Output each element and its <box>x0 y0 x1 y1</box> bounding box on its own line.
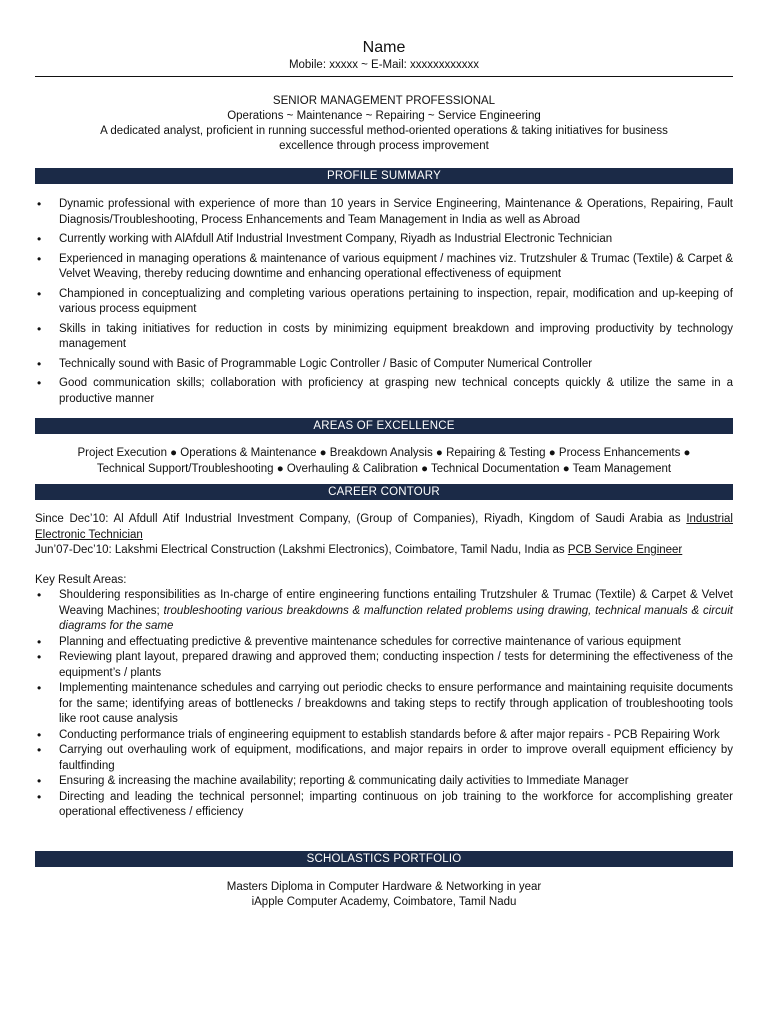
kra-1-italic: troubleshooting various breakdowns & malfunction related problems using drawing, technical manuals & circuit diagrams for the same <box>59 604 733 632</box>
list-item: • Dynamic professional with experience of more than 10 years in Service Engineering, Maintenance & Operations, Repairing, Fault Diagnosis/Troubleshooting, Process Enhancements and Team Management in India as well as Abroad <box>35 197 733 228</box>
list-item: • Currently working with AlAfdull Atif Industrial Investment Company, Riyadh as Industrial Electronic Technician <box>35 232 733 248</box>
list-item: • Implementing maintenance schedules and carrying out periodic checks to ensure performance and maintaining requisite documents for the same; identifying areas of bottlenecks / breakdowns and taking steps to rectify through application of troubleshooting tools like root cause analysis <box>35 681 733 728</box>
list-item: • Conducting performance trials of engineering equipment to establish standards before & after major repairs - PCB Repairing Work <box>35 728 733 744</box>
kra-list <box>35 588 733 821</box>
job-2-role: PCB Service Engineer <box>567 544 683 556</box>
degree-year: in year <box>503 880 542 893</box>
headline-tagline-2: excellence through process improvement <box>279 140 489 152</box>
institute: iApple Computer Academy, Coimbatore, Tamil Nadu <box>251 895 517 908</box>
contact-line: Mobile: xxxxx ~ E-Mail: xxxxxxxxxxxx <box>288 59 480 71</box>
list-item: • Championed in conceptualizing and completing various operations pertaining to inspection, repair, modification and up-keeping of various process equipment <box>35 287 733 318</box>
list-item: • Planning and effectuating predictive & preventive maintenance schedules for corrective maintenance of various equipment <box>35 635 733 651</box>
profile-summary-list <box>35 197 733 407</box>
list-item: • Technically sound with Basic of Programmable Logic Controller / Basic of Computer Numerical Controller <box>35 357 733 373</box>
candidate-name: Name <box>362 39 406 56</box>
job-1-text: Since Dec’10: Al Afdull Atif Industrial Investment Company, (Group of Companies), Riyadh, Kingdom of Saudi Arabia as <box>35 513 687 525</box>
header-divider <box>35 76 733 77</box>
education-block <box>35 880 733 910</box>
job-1-role: Industrial Electronic Technician <box>35 513 733 541</box>
list-item: • Good communication skills; collaboration with proficiency at grasping new technical concepts quickly & utilize the same in a productive manner <box>35 376 733 407</box>
degree: Masters Diploma in Computer Hardware & Networking <box>226 880 504 893</box>
kra-title: Key Result Areas: <box>35 573 127 586</box>
list-item <box>35 588 733 635</box>
career-block <box>35 512 733 559</box>
headline-tagline-1: A dedicated analyst, proficient in running successful method-oriented operations & taking initiatives for business <box>100 125 668 137</box>
excellence-line-1: Project Execution ● Operations & Maintenance ● Breakdown Analysis ● Repairing & Testing ● Process Enhancements ● <box>77 447 691 459</box>
list-item: • Experienced in managing operations & maintenance of various equipment / machines viz. Trutzshuler & Trumac (Textile) & Carpet & Velvet Weaving, thereby reducing downtime and enhancing operational effectiveness of equipment <box>35 252 733 283</box>
section-bar-profile: PROFILE SUMMARY <box>35 168 733 184</box>
section-bar-career: CAREER CONTOUR <box>35 484 733 500</box>
list-item: • Reviewing plant layout, prepared drawing and approved them; conducting inspection / tests for determining the effectiveness of the equipment’s / plants <box>35 650 733 681</box>
headline-title: SENIOR MANAGEMENT PROFESSIONAL <box>272 95 496 107</box>
headline-block <box>35 94 733 154</box>
section-bar-excellence: AREAS OF EXCELLENCE <box>35 418 733 434</box>
excellence-block <box>35 445 733 477</box>
list-item: • Carrying out overhauling work of equipment, modifications, and major repairs in order to improve overall equipment efficiency by faultfinding <box>35 743 733 774</box>
list-item: • Directing and leading the technical personnel; imparting continuous on job training to the workforce for accomplishing greater operational effectiveness / efficiency <box>35 790 733 821</box>
job-entry-2 <box>35 543 733 559</box>
headline-domains: Operations ~ Maintenance ~ Repairing ~ Service Engineering <box>227 110 541 122</box>
list-item: • Skills in taking initiatives for reduction in costs by minimizing equipment breakdown and improving productivity by technology management <box>35 322 733 353</box>
list-item: • Ensuring & increasing the machine availability; reporting & communicating daily activities to Immediate Manager <box>35 774 733 790</box>
section-bar-scholastics: SCHOLASTICS PORTFOLIO <box>35 851 733 867</box>
excellence-line-2: Technical Support/Troubleshooting ● Overhauling & Calibration ● Technical Documentation ● Team Management <box>96 463 672 475</box>
job-entry-1 <box>35 512 733 543</box>
education-line-1 <box>35 880 733 895</box>
kra-1-text: Shouldering responsibilities as In-charge of entire engineering functions entailing Trutzshuler & Trumac (Textile) & Carpet & Velvet Weaving Machines; <box>59 589 733 617</box>
job-2-text: Jun’07-Dec’10: Lakshmi Electrical Construction (Lakshmi Electronics), Coimbatore, Tamil Nadu, India as <box>35 544 568 556</box>
